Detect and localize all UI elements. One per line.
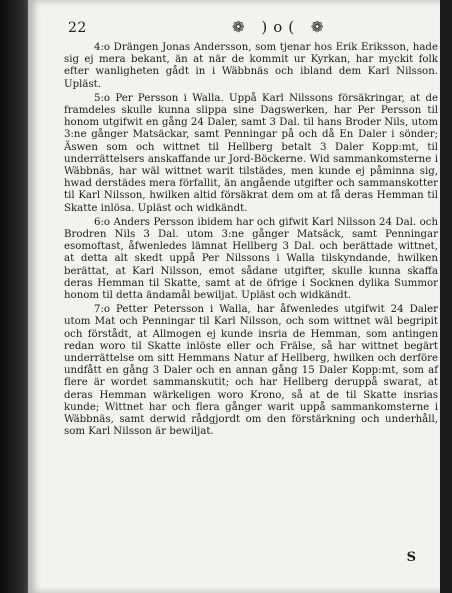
paragraph-6: 6:o Anders Persson ibidem har och gifwit Karl Nilsson 24 Dal. och Brodren Nils 3 Dal. utom 3:ne gånger Matsäck, samt Penningar esomoftast, åfwenledes lämnat Hellberg 3 Dal. och berättade wittnet, at detta alt skedt uppå Per Nilssons i Walla tilskyndande, hwilken berättat, at Karl Nilsson, emot sådane utgifter, skulle kunna skaffa deras Hemman til Skatte, samt at de öfrige i Socknen dylika Summor honom til detta ändamål bewiljat. Upläst och widkändt. (64, 216, 438, 302)
paragraph-7: 7:o Petter Petersson i Walla, har åfwenledes utgifwit 24 Daler utom Mat och Penningar til Karl Nilsson, och som wittnet wäl begripit och förstådt, at Allmogen ej kunde insria de Hemman, som antingen redan woro til Skatte inlöste eller och Frälse, så har wittnet begärt underrättelse om sitt Hemmans Natur af Hellberg, hwilken och derföre undfått en gång 3 Daler och en annan gång 15 Daler Kopp:mt, som af flere är wordet sammanskutit; och har Hellberg deruppå swarat, at deras Hemman wärkeligen woro Krono, så at de til Skatte insrias kunde; Wittnet har och flera gånger warit uppå sammankomsterne i Wäbbnäs, samt derwid rådgjordt om den förstärkning och underhåll, som Karl Nilsson är bewiljat. (64, 304, 438, 438)
catchword: S (406, 550, 416, 565)
book-gutter (0, 0, 28, 593)
body-text (64, 42, 438, 441)
book-page (28, 0, 440, 593)
paragraph-5: 5:o Per Persson i Walla. Uppå Karl Nilssons försäkringar, at de framdeles skulle kunna slippa sine Dagswerken, har Per Persson til honom utgifwit en gång 24 Daler, samt 3 Dal. til hans Broder Nils, utom 3:ne gånger Matsäckar, samt Penningar på och då En Daler i sönder; Äswen som och wittnet til Hellberg betalt 3 Daler Kopp:mt, til underrättelsers anskaffande ur Jord-Böckerne. Wid sammankomsterne i Wäbbnäs, har wäl wittnet warit tilstädes, men kunde ej påminna sig, hwad derstädes mera förfallit, än angående utgifter och sammanskotter til Karl Nilsson, hwilken altid försäkrat dem om at få deras Hemman til Skatte inlösa. Upläst och widkändt. (64, 92, 438, 214)
paragraph-4: 4:o Drängen Jonas Andersson, som tjenar hos Erik Eriksson, hade sig ej mera bekant, än at när de kommit ur Kyrkan, har myckit folk efter wanligheten gådt in i Wäbbnäs och ibland dem Karl Nilsson. Upläst. (64, 42, 438, 90)
page-number: 22 (68, 20, 87, 36)
header-ornament: ❁ )o( ❁ (232, 18, 330, 36)
page-header (62, 18, 422, 38)
